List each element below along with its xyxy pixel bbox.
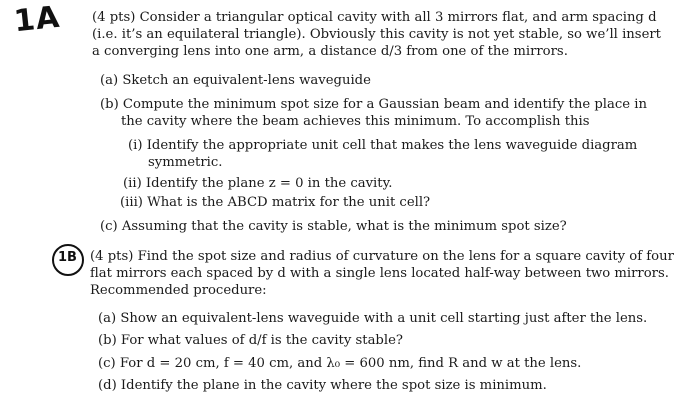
problem2-part-c: (c) For d = 20 cm, f = 40 cm, and λ₀ = 600 nm, find R and w at the lens. (98, 356, 582, 371)
problem2-part-d: (d) Identify the plane in the cavity where the spot size is minimum. (98, 378, 547, 393)
problem1-part-c: (c) Assuming that the cavity is stable, what is the minimum spot size? (100, 219, 567, 234)
problem1-line-1: (4 pts) Consider a triangular optical cavity with all 3 mirrors flat, and arm spacing d (92, 10, 657, 25)
problem2-part-b: (b) For what values of d/f is the cavity stable? (98, 333, 403, 348)
handwritten-label-1a: 1A (12, 0, 62, 40)
problem2-line-3: Recommended procedure: (90, 283, 267, 298)
problem1-part-b-iii: (iii) What is the ABCD matrix for the unit cell? (120, 195, 431, 210)
handwritten-label-1b (52, 244, 82, 274)
problem1-part-b-line-2: the cavity where the beam achieves this minimum. To accomplish this (121, 114, 590, 129)
problem1-part-a: (a) Sketch an equivalent-lens waveguide (100, 73, 371, 88)
problem1-line-3: a converging lens into one arm, a distance d/3 from one of the mirrors. (92, 44, 568, 59)
problem1-part-b-line-1: (b) Compute the minimum spot size for a Gaussian beam and identify the place in (100, 97, 647, 112)
problem2-line-1: (4 pts) Find the spot size and radius of curvature on the lens for a square cavity of four (90, 249, 674, 264)
problem2-part-a: (a) Show an equivalent-lens waveguide with a unit cell starting just after the lens. (98, 311, 648, 326)
problem1-part-b-i-line-2: symmetric. (148, 155, 223, 170)
problem1-part-b-ii: (ii) Identify the plane z = 0 in the cavity. (123, 176, 393, 191)
problem2-line-2: flat mirrors each spaced by d with a single lens located half-way between two mirrors. (90, 266, 669, 281)
handwritten-label-1b-text: 1B (58, 250, 77, 265)
problem1-part-b-i-line-1: (i) Identify the appropriate unit cell that makes the lens waveguide diagram (128, 138, 638, 153)
problem1-line-2: (i.e. it’s an equilateral triangle). Obviously this cavity is not yet stable, so we’ll insert (92, 27, 661, 42)
